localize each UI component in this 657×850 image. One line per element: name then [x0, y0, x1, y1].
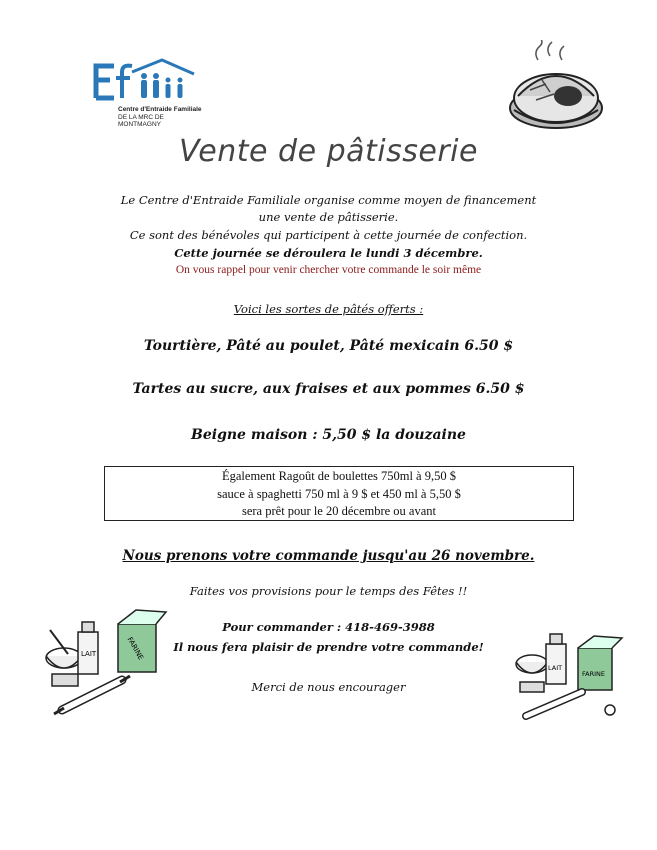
intro-line-3: Ce sont des bénévoles qui participent à cette journée de confection.: [129, 228, 528, 242]
additional-items-box: [104, 466, 574, 521]
intro-line-4: Cette journée se déroulera le lundi 3 décembre.: [174, 246, 483, 260]
offer-pates: Tourtière, Pâté au poulet, Pâté mexicain 6.50 $: [143, 338, 514, 354]
logo-line2: DE LA MRC DE MONTMAGNY: [118, 113, 164, 128]
milk-label-right: LAIT: [548, 664, 563, 672]
logo-line1: Centre d'Entraide Familiale: [118, 106, 202, 113]
offer-beignes: Beigne maison : 5,50 $ la douzaine: [191, 427, 466, 443]
intro-reminder: On vous rappel pour venir chercher votre commande le soir même: [175, 264, 482, 276]
intro-line-2: une vente de pâtisserie.: [258, 210, 399, 224]
order-deadline: Nous prenons votre commande jusqu'au 26 novembre.: [122, 548, 535, 564]
box-line-3: sera prêt pour le 20 décembre ou avant: [241, 504, 436, 518]
milk-label: LAIT: [81, 650, 97, 658]
page-title: Vente de pâtisserie: [179, 134, 478, 169]
flour-label: FARINE: [125, 635, 145, 662]
offers-heading: Voici les sortes de pâtés offerts :: [233, 302, 424, 316]
baking-icon-left: [42, 600, 182, 720]
order-pleasure: Il nous fera plaisir de prendre votre commande!: [173, 640, 484, 654]
provisions-text: Faites vos provisions pour le temps des Fêtes !!: [189, 584, 468, 598]
baking-icon-right: [512, 626, 627, 726]
order-phone: Pour commander : 418-469-3988: [222, 620, 435, 634]
thanks-text: Merci de nous encourager: [251, 680, 406, 694]
offer-tartes: Tartes au sucre, aux fraises et aux pommes 6.50 $: [132, 381, 525, 397]
baking-illustration-right: [512, 626, 627, 726]
logo-graphic: [92, 58, 202, 102]
organization-logo: [92, 58, 202, 128]
pie-icon: [506, 40, 606, 136]
intro-line-1: Le Centre d'Entraide Familiale organise comme moyen de financement: [120, 193, 537, 207]
pie-illustration: [506, 40, 606, 136]
flour-label-right: FARINE: [582, 670, 605, 678]
box-line-2: sauce à spaghetti 750 ml à 9 $ et 450 ml à 5,50 $: [217, 486, 461, 501]
baking-illustration-left: [42, 600, 182, 720]
box-line-1: Également Ragoût de boulettes 750ml à 9,50 $: [222, 469, 456, 483]
